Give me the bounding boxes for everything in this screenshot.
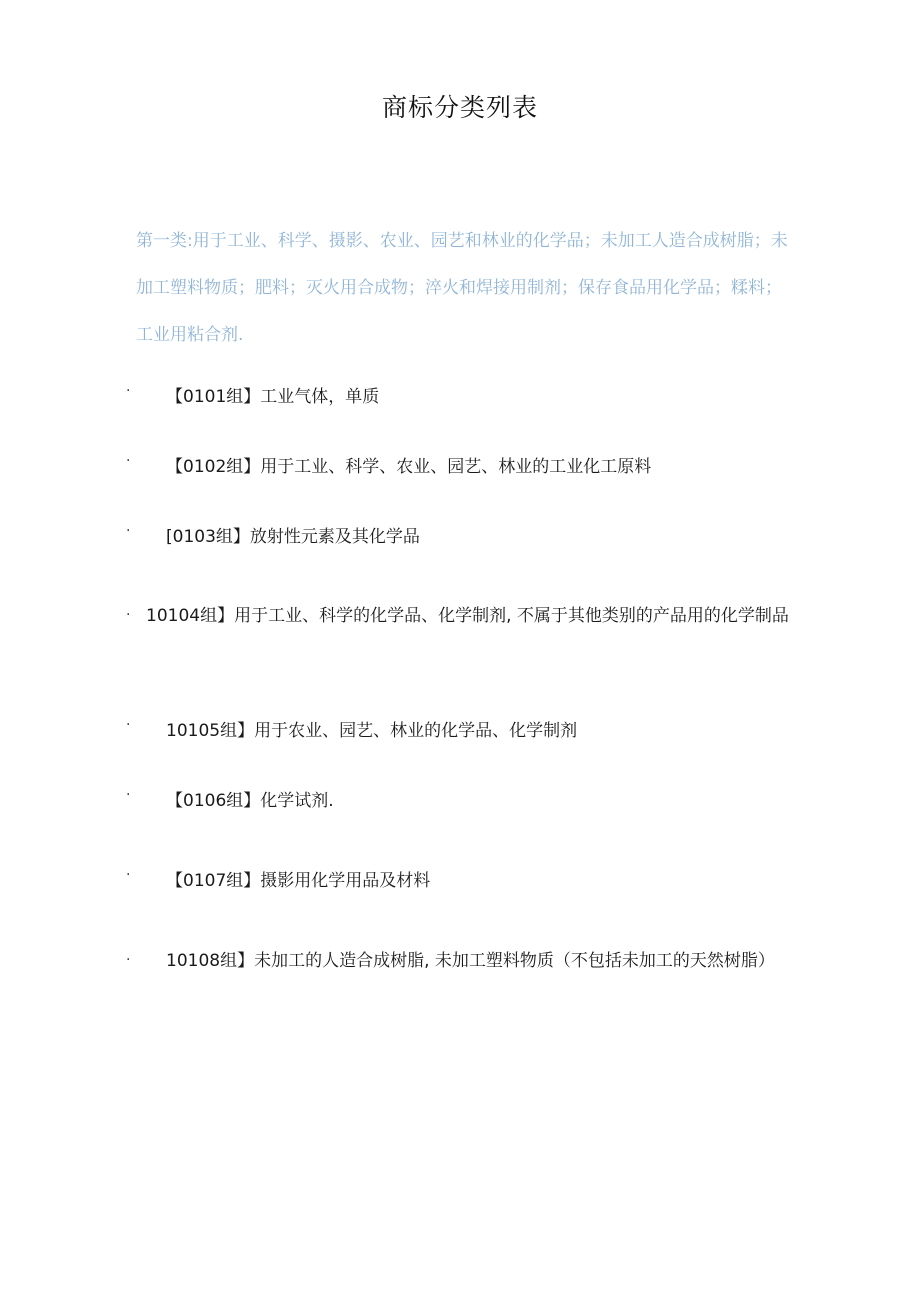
group-text: 【0101组】工业气体，单质	[166, 387, 380, 407]
page-title: 商标分类列表	[381, 93, 538, 122]
bullet-icon: ·	[126, 383, 131, 399]
bullet-icon: ·	[126, 453, 131, 469]
class-description: 第一类:用于工业、科学、摄影、农业、园艺和林业的化学品；未加工人造合成树脂；未加工塑料物质；肥料；灭火用合成物；淬火和焊接用制剂；保存食品用化学品；糅料；工业用粘合剂.	[136, 231, 788, 345]
group-text: [0103组】放射性元素及其化学品	[166, 527, 420, 547]
bullet-icon: ·	[126, 952, 131, 968]
group-text: 10105组】用于农业、园艺、林业的化学品、化学制剂	[166, 721, 578, 741]
bullet-icon: ·	[126, 717, 131, 733]
group-text: 【0107组】摄影用化学用品及材料	[166, 871, 431, 891]
group-text: 10104组】用于工业、科学的化学品、化学制剂, 不属于其他类别的产品用的化学制品	[146, 606, 789, 626]
bullet-icon: ·	[126, 523, 131, 539]
bullet-icon: ·	[126, 867, 131, 883]
group-text: 【0106组】化学试剂.	[166, 791, 334, 811]
bullet-icon: ·	[126, 607, 131, 623]
group-text: 【0102组】用于工业、科学、农业、园艺、林业的工业化工原料	[166, 457, 652, 477]
group-text: 10108组】未加工的人造合成树脂, 未加工塑料物质（不包括未加工的天然树脂）	[166, 951, 775, 971]
bullet-icon: ·	[126, 787, 131, 803]
